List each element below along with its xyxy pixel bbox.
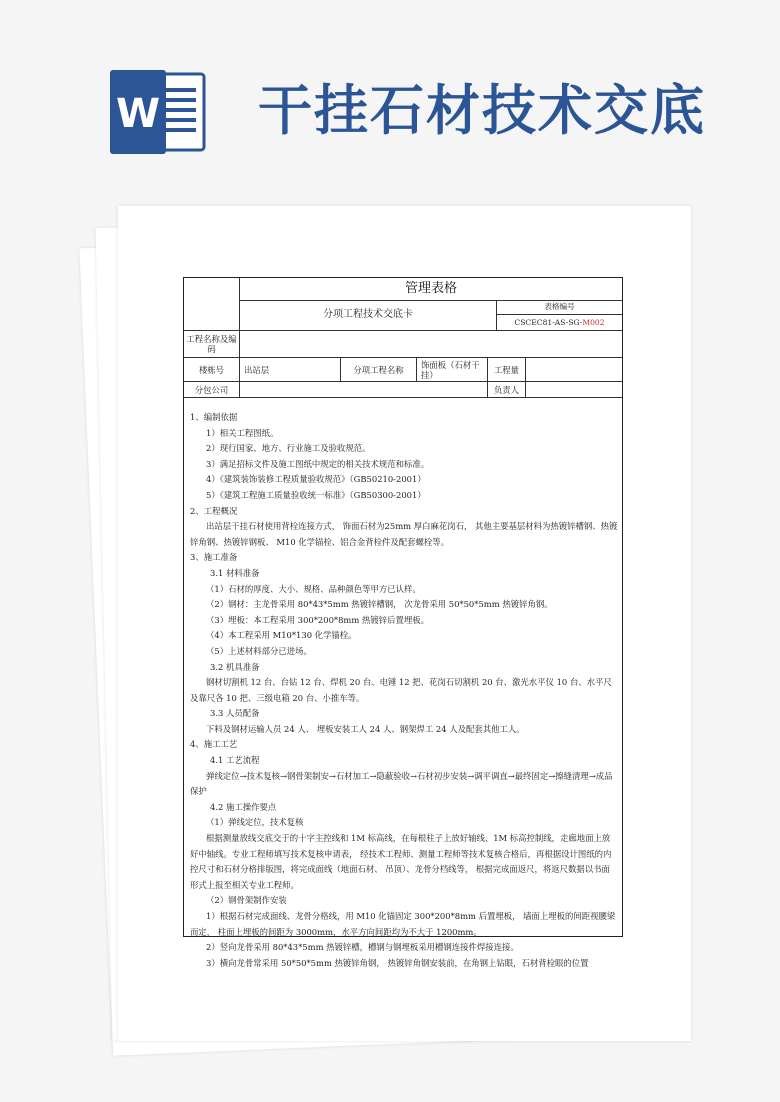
subsection-heading: 3.3 人员配备	[210, 708, 260, 719]
paragraph: 出站层干挂石材使用背栓连接方式， 饰面石材为25mm 厚白麻花岗石， 其他主要基层材料为热镀锌槽钢、热镀锌角钢、热镀锌钢板、 M10 化学锚栓、铝合金背栓件及配套螺栓等。	[190, 521, 618, 547]
list-item: 1）相关工程图纸。	[206, 427, 279, 438]
info-row-project	[184, 331, 622, 358]
list-item: （3）埋板：本工程采用 300*200*8mm 热镀锌后置埋板。	[206, 614, 429, 625]
subsection-heading: 3.2 机具准备	[210, 661, 260, 672]
building-value: 出站层	[240, 358, 341, 381]
paragraph: 1）根据石材完成面线、龙骨分格线，用 M10 化锚固定 300*200*8mm 后置埋板， 墙面上埋板的间距视腰梁而定， 柱面上埋板的间距为 3000mm，水平方向间距均为不大于 1200mm。	[190, 911, 616, 937]
section-heading: 3、施工准备	[190, 552, 238, 563]
logo-letter: W	[115, 91, 161, 137]
document-body	[190, 410, 618, 971]
card-title: 分项工程技术交底卡	[240, 300, 497, 330]
section-heading: 1、编制依据	[190, 412, 238, 422]
page-title: 干挂石材技术交底	[258, 79, 706, 142]
list-item: 5）《建筑工程施工质量验收统一标准》（GB50300-2001）	[206, 489, 426, 500]
responsible-label: 负责人	[488, 382, 526, 397]
quantity-label: 工程量	[488, 358, 526, 381]
quantity-value	[526, 358, 622, 381]
paragraph: 钢材切割机 12 台、台钻 12 台、焊机 20 台、电锤 12 把、花岗石切割机 20 台、激光水平仪 10 台、水平尺及靠尺各 10 把、三级电箱 20 台、小推车等。	[190, 677, 612, 703]
subsection-heading: 4.2 施工操作要点	[210, 801, 277, 812]
banner	[0, 0, 780, 190]
sub-project-label: 分项工程名称	[341, 358, 417, 381]
section-heading: 2、工程概况	[190, 505, 238, 516]
paragraph: 根据测量放线交底交于的十字主控线和 1M 标高线，在每根柱子上放好轴线、1M 标高控制线，走廊地面上放好中轴线。专业工程师填写技术复核申请表， 经技术工程师、测量工程师等技术复核合格后，再根据设计图纸的内控尺寸和石材分格排版图，将完成面线（地面石材、 吊顶）、龙骨分档线等， 根据完成面返尺，将返尺数据以书面形式上报至相关专业工程师。	[190, 833, 612, 890]
subcontractor-value	[240, 382, 488, 397]
list-item: 2）竖向龙骨采用 80*43*5mm 热镀锌槽，槽钢与钢埋板采用槽钢连接件焊接连接。	[206, 942, 519, 953]
list-item: （4）本工程采用 M10*130 化学锚栓。	[206, 630, 357, 641]
list-item: （2）钢骨架制作安装	[206, 895, 287, 906]
list-item: （1）弹线定位，技术复核	[206, 817, 304, 828]
building-label: 楼栋号	[184, 358, 240, 381]
responsible-value	[526, 382, 622, 397]
document-form	[183, 277, 623, 968]
list-item: （2）钢材：主龙骨采用 80*43*5mm 热镀锌槽钢， 次龙骨采用 50*50*5mm 热镀锌角钢。	[206, 599, 553, 610]
form-number-label: 表格编号	[497, 300, 622, 315]
subsection-heading: 3.1 材料准备	[210, 567, 260, 578]
form-number-value: CSCEC81-AS-SG-M002	[514, 318, 605, 327]
word-document-icon	[110, 70, 208, 154]
project-name-label: 工程名称及编码	[184, 331, 240, 357]
form-header	[184, 278, 622, 330]
subsection-heading: 4.1 工艺流程	[210, 755, 260, 766]
sub-project-value: 饰面板（石材干挂）	[417, 358, 488, 381]
paragraph: 弹线定位→技术复核→钢骨架制安→石材加工→隐蔽验收→石材初步安装→调平调直→最终固定→擦缝清理→成品保护	[190, 770, 613, 797]
info-row-subcontractor	[184, 382, 622, 398]
info-table	[184, 330, 622, 395]
info-row-building	[184, 358, 622, 382]
section-heading: 4、施工工艺	[190, 739, 238, 750]
subcontractor-label: 分包公司	[184, 382, 240, 397]
management-form-title: 管理表格	[240, 278, 622, 301]
paragraph: 下料及钢材运输人员 24 人、 埋板安装工人 24 人、钢架焊工 24 人及配套其他工人。	[206, 723, 525, 734]
list-item: 3）横向龙骨常采用 50*50*5mm 热镀锌角钢， 热镀锌角钢安装前，在角钢上钻眼，石材背栓眼的位置	[206, 957, 589, 968]
list-item: （5）上述材料部分已进场。	[206, 645, 312, 656]
list-item: 4）《建筑装饰装修工程质量验收规范》（GB50210-2001）	[206, 474, 426, 485]
list-item: 2）现行国家、地方、行业施工及验收规范。	[206, 443, 371, 454]
list-item: 3）满足招标文件及施工图纸中规定的相关技术规范和标准。	[206, 458, 430, 469]
list-item: （1）石材的厚度、大小、规格、品种颜色等甲方已认样。	[206, 583, 421, 594]
project-name-value	[240, 331, 622, 357]
